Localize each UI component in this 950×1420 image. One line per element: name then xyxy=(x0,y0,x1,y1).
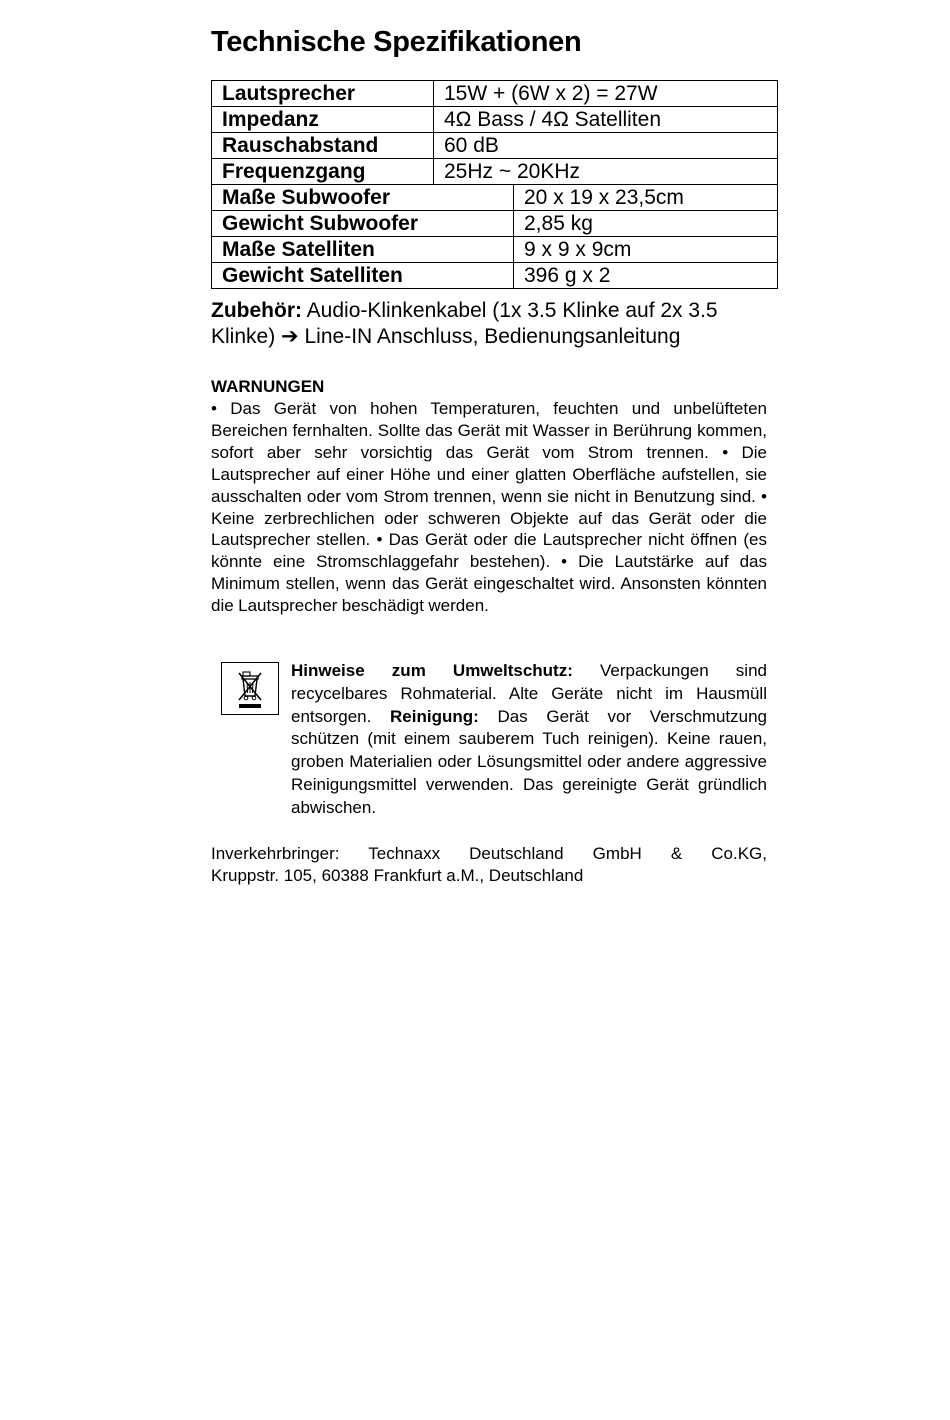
spec-label: Impedanz xyxy=(212,107,434,133)
spec-value: 9 x 9 x 9cm xyxy=(514,237,778,263)
cleaning-text: Das Gerät vor Verschmutzung schützen (mit einem sauberem Tuch reinigen). Keine rauen, groben Materialien oder Lösungsmittel oder andere aggressive Reinigungsmittel verwenden. Das gereinigte Gerät gründlich abwischen. xyxy=(291,706,767,817)
spec-label: Lautsprecher xyxy=(212,81,434,107)
spec-value: 4Ω Bass / 4Ω Satelliten xyxy=(434,107,778,133)
table-row xyxy=(212,81,778,107)
table-row xyxy=(212,159,778,185)
importer-line-2: Kruppstr. 105, 60388 Frankfurt a.M., Deutschland xyxy=(211,866,584,885)
importer-info xyxy=(211,843,767,887)
spec-label: Gewicht Satelliten xyxy=(212,263,514,289)
table-row xyxy=(212,237,778,263)
spec-value: 20 x 19 x 23,5cm xyxy=(514,185,778,211)
accessories-line xyxy=(211,298,771,350)
spec-value: 25Hz ~ 20KHz xyxy=(434,159,778,185)
importer-line-1: Inverkehrbringer: Technaxx Deutschland GmbH & Co.KG, xyxy=(211,844,767,863)
warnings-heading: WARNUNGEN xyxy=(211,377,325,396)
table-row xyxy=(212,107,778,133)
accessories-text: Audio-Klinkenkabel (1x 3.5 Klinke auf 2x 3.5 Klinke) xyxy=(211,299,718,348)
crossed-out-wheelie-bin-icon xyxy=(221,662,279,715)
spec-label: Gewicht Subwoofer xyxy=(212,211,514,237)
environment-text: Verpackungen sind recycelbares Rohmaterial. Alte Geräte nicht im Hausmüll entsorgen. xyxy=(291,661,767,726)
spec-label: Rauschabstand xyxy=(212,133,434,159)
spec-label: Maße Subwoofer xyxy=(212,185,514,211)
accessories-connection: Line-IN Anschluss, Bedienungsanleitung xyxy=(304,325,681,348)
spec-label: Frequenzgang xyxy=(212,159,434,185)
arrow-right-icon: ➔ xyxy=(281,325,299,348)
accessories-label: Zubehör: xyxy=(211,299,302,322)
spec-value: 60 dB xyxy=(434,133,778,159)
specifications-table xyxy=(211,80,778,289)
spec-label: Maße Satelliten xyxy=(212,237,514,263)
page-title: Technische Spezifikationen xyxy=(211,26,582,58)
cleaning-label: Reinigung: xyxy=(390,706,479,726)
table-row xyxy=(212,133,778,159)
table-row xyxy=(212,211,778,237)
warnings-text: • Das Gerät von hohen Temperaturen, feuchten und unbelüfteten Bereichen fernhalten. Sollte das Gerät mit Wasser in Berührung kommen, sofort aber sehr vorsichtig das Gerät vom Strom trennen. • Die Lautsprecher auf einer Höhe und einer glatten Oberfläche aufstellen, sie ausschalten oder vom Strom trennen, wenn sie nicht in Benutzung sind. • Keine zerbrechlichen oder schweren Objekte auf das Gerät oder die Lautsprecher stellen. • Das Gerät oder die Lautsprecher nicht öffnen (es könnte eine Stromschlaggefahr bestehen). • Die Lautstärke auf das Minimum stellen, wenn das Gerät eingeschaltet wird. Ansonsten könnten die Lautsprecher beschädigt werden. xyxy=(211,399,767,616)
spec-value: 396 g x 2 xyxy=(514,263,778,289)
table-row xyxy=(212,263,778,289)
spec-value: 15W + (6W x 2) = 27W xyxy=(434,81,778,107)
table-row xyxy=(212,185,778,211)
spec-value: 2,85 kg xyxy=(514,211,778,237)
environment-label: Hinweise zum Umweltschutz: xyxy=(291,661,573,680)
environment-and-cleaning-text xyxy=(291,660,767,820)
